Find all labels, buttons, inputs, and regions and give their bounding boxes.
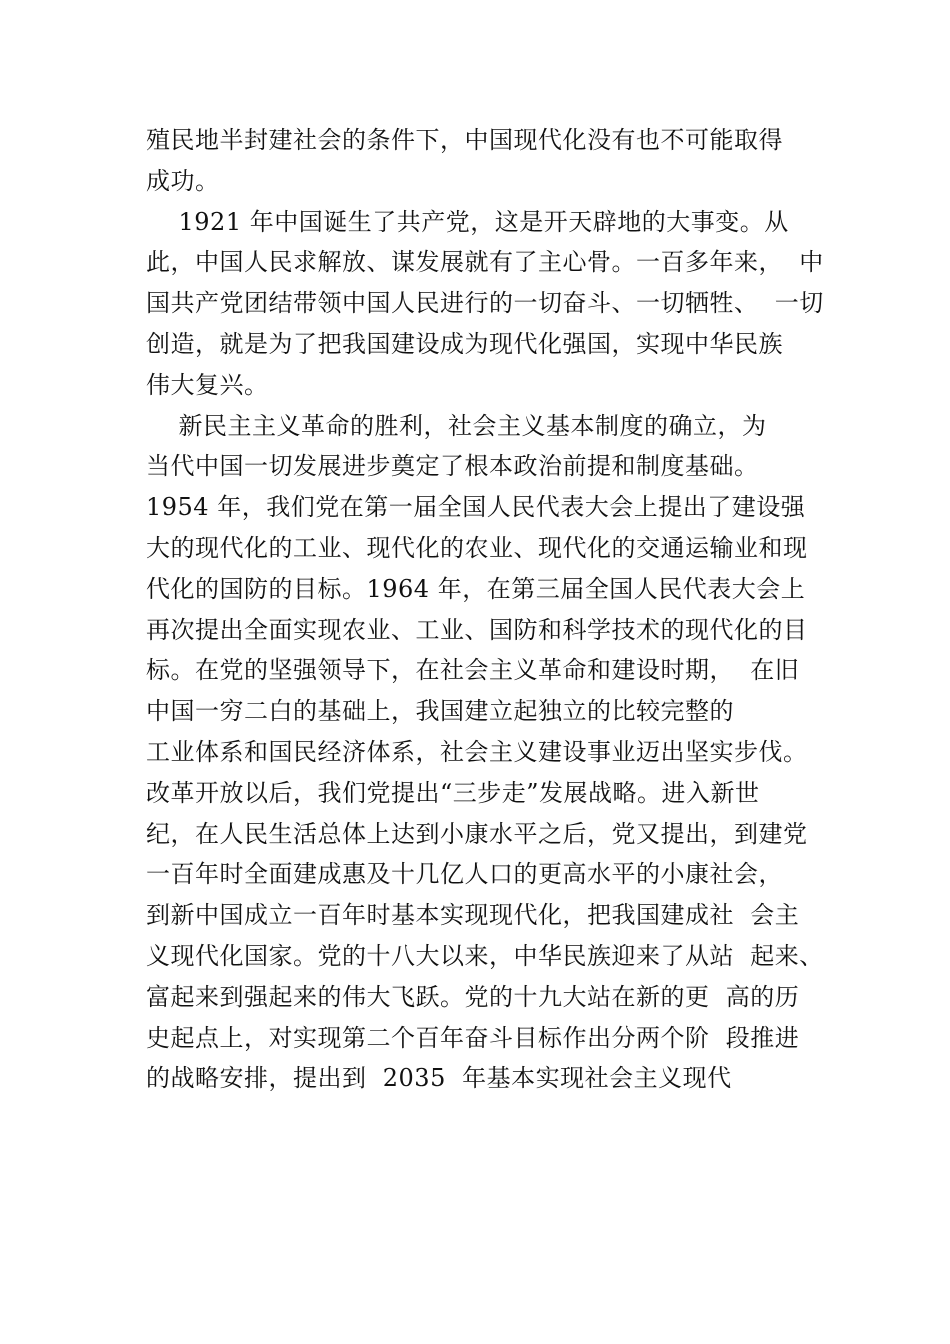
text-line: 此，中国人民求解放、谋发展就有了主心骨。一百多年来， 中 [146, 248, 824, 277]
text-line: 当代中国一切发展进步奠定了根本政治前提和制度基础。 [146, 452, 759, 481]
text-line: 史起点上，对实现第二个百年奋斗目标作出分两个阶 段推进 [146, 1023, 800, 1052]
text-line: 成功。 [146, 166, 220, 195]
text-line: 中国一穷二白的基础上，我国建立起独立的比较完整的 [146, 697, 734, 726]
text-line: 伟大复兴。 [146, 370, 269, 399]
text-line: 创造，就是为了把我国建设成为现代化强国，实现中华民族 [146, 329, 783, 358]
text-line: 到新中国成立一百年时基本实现现代化，把我国建成社 会主 [146, 901, 800, 930]
text-line: 国共产党团结带领中国人民进行的一切奋斗、一切牺牲、 一切 [146, 289, 824, 318]
paragraph-start-line: 新民主主义革命的胜利，社会主义基本制度的确立，为 [146, 411, 767, 440]
text-line: 大的现代化的工业、现代化的农业、现代化的交通运输业和现 [146, 533, 808, 562]
text-line: 工业体系和国民经济体系，社会主义建设事业迈出坚实步伐。 [146, 737, 808, 766]
text-line: 改革开放以后，我们党提出“三步走”发展战略。进入新世 [146, 778, 760, 807]
body-text [146, 120, 836, 1099]
text-line: 富起来到强起来的伟大飞跃。党的十九大站在新的更 高的历 [146, 982, 800, 1011]
text-line: 的战略安排，提出到 2035 年基本实现社会主义现代 [146, 1064, 732, 1093]
text-line: 一百年时全面建成惠及十几亿人口的更高水平的小康社会， [146, 860, 783, 889]
text-line: 代化的国防的目标。1964 年，在第三届全国人民代表大会上 [146, 574, 806, 603]
text-line: 义现代化国家。党的十八大以来，中华民族迎来了从站 起来、 [146, 941, 824, 970]
text-line: 1954 年，我们党在第一届全国人民代表大会上提出了建设强 [146, 493, 806, 522]
text-line: 殖民地半封建社会的条件下，中国现代化没有也不可能取得 [146, 126, 783, 154]
text-line: 纪，在人民生活总体上达到小康水平之后，党又提出，到建党 [146, 819, 808, 848]
text-line: 标。在党的坚强领导下，在社会主义革命和建设时期， 在旧 [146, 656, 800, 685]
text-line: 再次提出全面实现农业、工业、国防和科学技术的现代化的目 [146, 615, 808, 644]
paragraph-start-line: 1921 年中国诞生了共产党，这是开天辟地的大事变。从 [146, 207, 789, 236]
